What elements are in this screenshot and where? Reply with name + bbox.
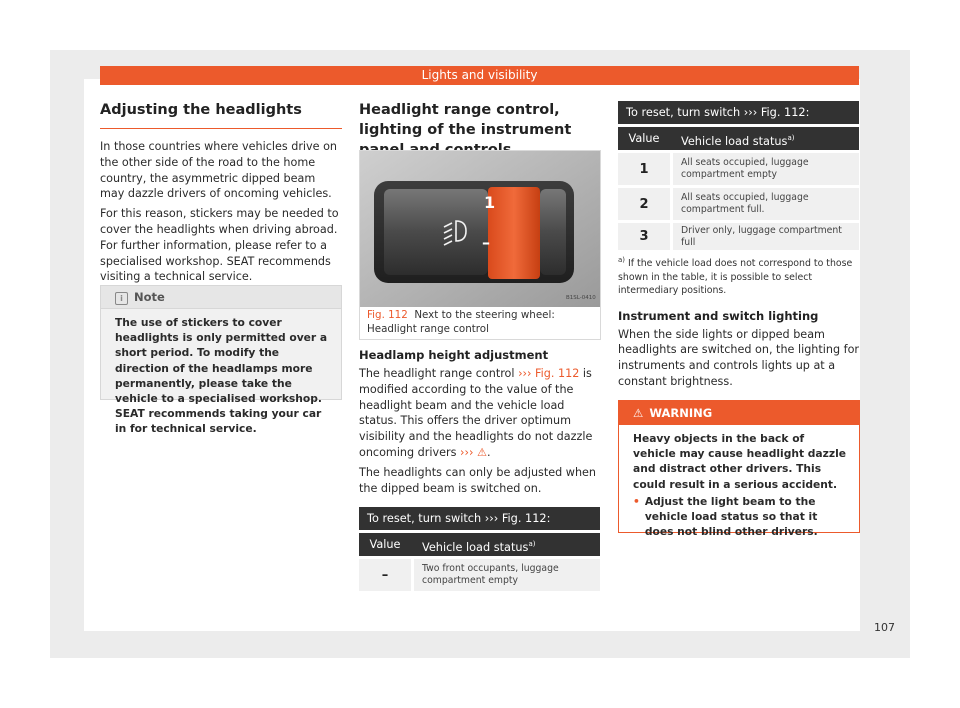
- bullet-icon: •: [633, 494, 640, 508]
- figure-112: [359, 150, 601, 340]
- load-status-table-1: [359, 507, 600, 591]
- warning-icon: ⚠: [633, 406, 644, 420]
- headlight-range-heading: Headlight range control, lighting of the instrument: [359, 102, 572, 138]
- warning-link[interactable]: [460, 446, 487, 459]
- warning-ref-arrows: ›››: [460, 445, 474, 459]
- left-column: [100, 100, 342, 285]
- row-status: All seats occupied, luggage compartment full.: [673, 188, 859, 220]
- heading-rule: [100, 128, 342, 129]
- left-paragraph-2: For this reason, stickers may be needed to cover the headlights when driving abroad. For further information, please refer to a specialised workshop. SEAT recommends visiting a technical service.: [100, 207, 339, 284]
- col-value-header: Value: [369, 538, 401, 551]
- row-value: 1: [618, 153, 670, 185]
- warning-body: [619, 425, 859, 539]
- note-text: The use of stickers to cover headlights is only permitted over a short period. To modify the direction of the headlamps more permanently, please take the vehicle to a specialised workshop. SEAT recommends taking your car in for technical service.: [115, 316, 328, 436]
- warning-label: WARNING: [649, 406, 713, 420]
- row-value: 3: [618, 223, 670, 250]
- footnote-mark: a): [787, 134, 795, 142]
- figure-caption-ref: Fig. 112: [367, 309, 408, 321]
- right-text: [618, 254, 860, 390]
- left-paragraph-1: In those countries where vehicles drive on the other side of the road to the home country, the asymmetric dipped beam may dazzle drivers of oncoming vehicles.: [100, 140, 338, 201]
- figure-label-1: 1: [484, 193, 496, 212]
- row-status: Two front occupants, luggage compartment empty: [414, 559, 600, 591]
- info-icon: i: [115, 292, 128, 305]
- table-row: [618, 223, 859, 250]
- warning-header: [619, 401, 859, 425]
- note-header: [101, 286, 341, 309]
- row-value: 2: [618, 188, 670, 220]
- middle-paragraph-2: The headlights can only be adjusted when the dipped beam is switched on.: [359, 465, 597, 495]
- table-row: [618, 188, 859, 220]
- row-status: Driver only, luggage compartment full: [673, 223, 859, 250]
- row-status: All seats occupied, luggage compartment empty: [673, 153, 859, 185]
- table-header: [618, 127, 859, 150]
- note-box: [100, 285, 342, 436]
- para-text-a: The headlight range control: [359, 367, 515, 380]
- table-row: [618, 153, 859, 185]
- table-header: [359, 533, 600, 556]
- right-paragraph: When the side lights or dipped beam headlights are switched on, the lighting for instruments and controls lights up at a constant brightness.: [618, 327, 860, 389]
- warning-triangle-icon: ⚠: [476, 445, 488, 459]
- table-footnote: [618, 254, 860, 298]
- col-value-header: Value: [628, 132, 660, 145]
- middle-text: [359, 347, 601, 496]
- range-wheel: [488, 187, 540, 279]
- section-header: Lights and visibility: [100, 66, 859, 85]
- headlight-range-control-image: [360, 151, 600, 307]
- para-text-b: is modified according to the value of the headlight beam and the vehicle load status. This offers the driver optimum visibility and the headlights do not dazzle oncoming drivers: [359, 367, 593, 459]
- col-status-label: Vehicle load status: [681, 134, 788, 148]
- col-status-label: Vehicle load status: [422, 540, 529, 554]
- middle-paragraph-1: The headlight range control ››› Fig. 112 is modified according to the value of the headlight beam and the vehicle load status. This offers the driver optimum visibility and the headlights do not dazzle oncoming drivers ››› ⚠.: [359, 367, 593, 459]
- figure-label-minus: –: [482, 233, 490, 252]
- headlamp-height-subheading: Headlamp height adjustment: [359, 348, 549, 362]
- table-title: To reset, turn switch ››› Fig. 112:: [359, 507, 600, 530]
- footnote-mark: a): [528, 540, 536, 548]
- note-label: Note: [134, 290, 165, 304]
- footnote-mark: a): [618, 256, 626, 264]
- instrument-lighting-subheading: Instrument and switch lighting: [618, 308, 819, 323]
- figure-caption-text: Next to the steering wheel: Headlight range control: [367, 309, 555, 335]
- warning-box: [618, 400, 860, 539]
- adjusting-headlights-heading: Adjusting the headlights: [100, 102, 302, 118]
- figure-code: B1SL-0410: [566, 295, 596, 301]
- warning-bullet-text: Adjust the light beam to the vehicle load status so that it does not blind other drivers.: [644, 494, 818, 539]
- row-value: –: [359, 559, 411, 591]
- fig-112-link[interactable]: ››› Fig. 112: [518, 367, 580, 380]
- warning-text: Heavy objects in the back of vehicle may cause headlight dazzle and distract other drivers. This could result in a serious accident.: [633, 432, 846, 491]
- warning-bullet: [633, 494, 849, 540]
- load-status-table-2: [618, 101, 859, 250]
- table-title: To reset, turn switch ››› Fig. 112:: [618, 101, 859, 124]
- col-status-header: [673, 127, 859, 150]
- footnote-text: If the vehicle load does not correspond to those shown in the table, it is possible to select intermediary positions.: [618, 258, 853, 297]
- page-number: 107: [874, 621, 895, 634]
- col-status-header: [414, 533, 600, 556]
- table-row: [359, 559, 600, 591]
- figure-caption: [367, 309, 593, 336]
